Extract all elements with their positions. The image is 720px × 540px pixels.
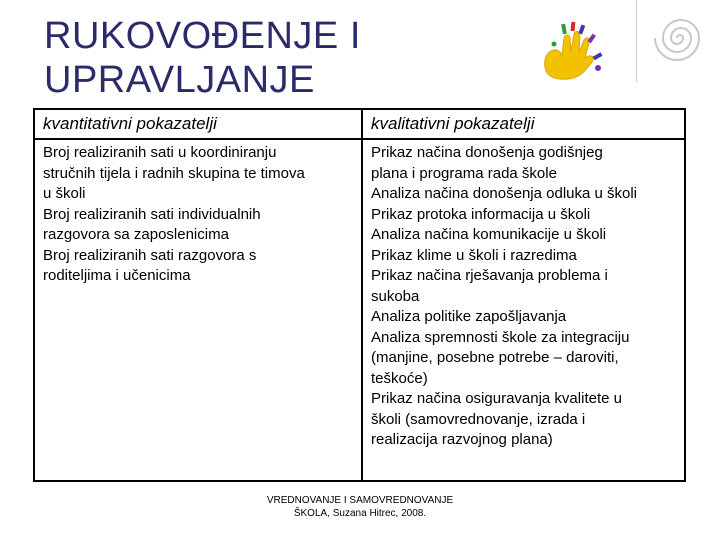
qualitative-line: školi (samovrednovanje, izrada i [371, 410, 586, 428]
qualitative-line: realizacija razvojnog plana) [371, 431, 553, 448]
qualitative-line: Prikaz klime u školi i razredima [371, 246, 577, 264]
slide-footer [0, 494, 720, 520]
quantitative-line: u školi [43, 185, 86, 202]
title-line-2: UPRAVLJANJE [44, 59, 315, 101]
header-quantitative: kvantitativni pokazatelji [34, 109, 362, 139]
indicators-table [33, 108, 686, 482]
slide-title [44, 14, 464, 102]
table-header-row [34, 109, 685, 139]
qualitative-line: Prikaz načina osiguravanja kvalitete u [371, 390, 622, 407]
qualitative-cell [362, 139, 685, 481]
qualitative-line: Prikaz načina donošenja godišnjeg [371, 144, 603, 161]
qualitative-line: (manjine, posebne potrebe – daroviti, [371, 349, 619, 366]
qualitative-line: plana i programa rada škole [371, 164, 557, 182]
qualitative-line: Prikaz protoka informacija u školi [371, 205, 591, 223]
qualitative-line: Analiza spremnosti škole za integraciju [371, 328, 630, 346]
quantitative-line: Broj realiziranih sati u koordiniranju [43, 144, 277, 161]
spiral-decoration-icon [648, 6, 712, 70]
qualitative-line: Analiza politike zapošljavanja [371, 308, 567, 325]
qualitative-line: Prikaz načina rješavanja problema i [371, 267, 608, 284]
quantitative-line: roditeljima i učenicima [43, 267, 191, 284]
quantitative-line: razgovora sa zaposlenicima [43, 226, 229, 243]
title-line-1: RUKOVOĐENJE I [44, 15, 361, 57]
quantitative-line: Broj realiziranih sati razgovora s [43, 246, 257, 264]
painted-hand-icon [540, 22, 606, 82]
footer-line-1: VREDNOVANJE I SAMOVREDNOVANJE [266, 495, 454, 506]
quantitative-cell [34, 139, 362, 481]
footer-line-2: ŠKOLA, Suzana Hitrec, 2008. [293, 508, 427, 519]
qualitative-line: teškoće) [371, 369, 428, 387]
quantitative-line: Broj realiziranih sati individualnih [43, 205, 261, 223]
header-qualitative: kvalitativni pokazatelji [362, 109, 685, 139]
qualitative-line: sukoba [371, 287, 420, 305]
quantitative-line: stručnih tijela i radnih skupina te timova [43, 164, 305, 182]
qualitative-line: Analiza načina donošenja odluka u školi [371, 185, 638, 202]
divider-line [636, 0, 637, 82]
qualitative-line: Analiza načina komunikacije u školi [371, 226, 607, 243]
table-body-row [34, 139, 685, 481]
